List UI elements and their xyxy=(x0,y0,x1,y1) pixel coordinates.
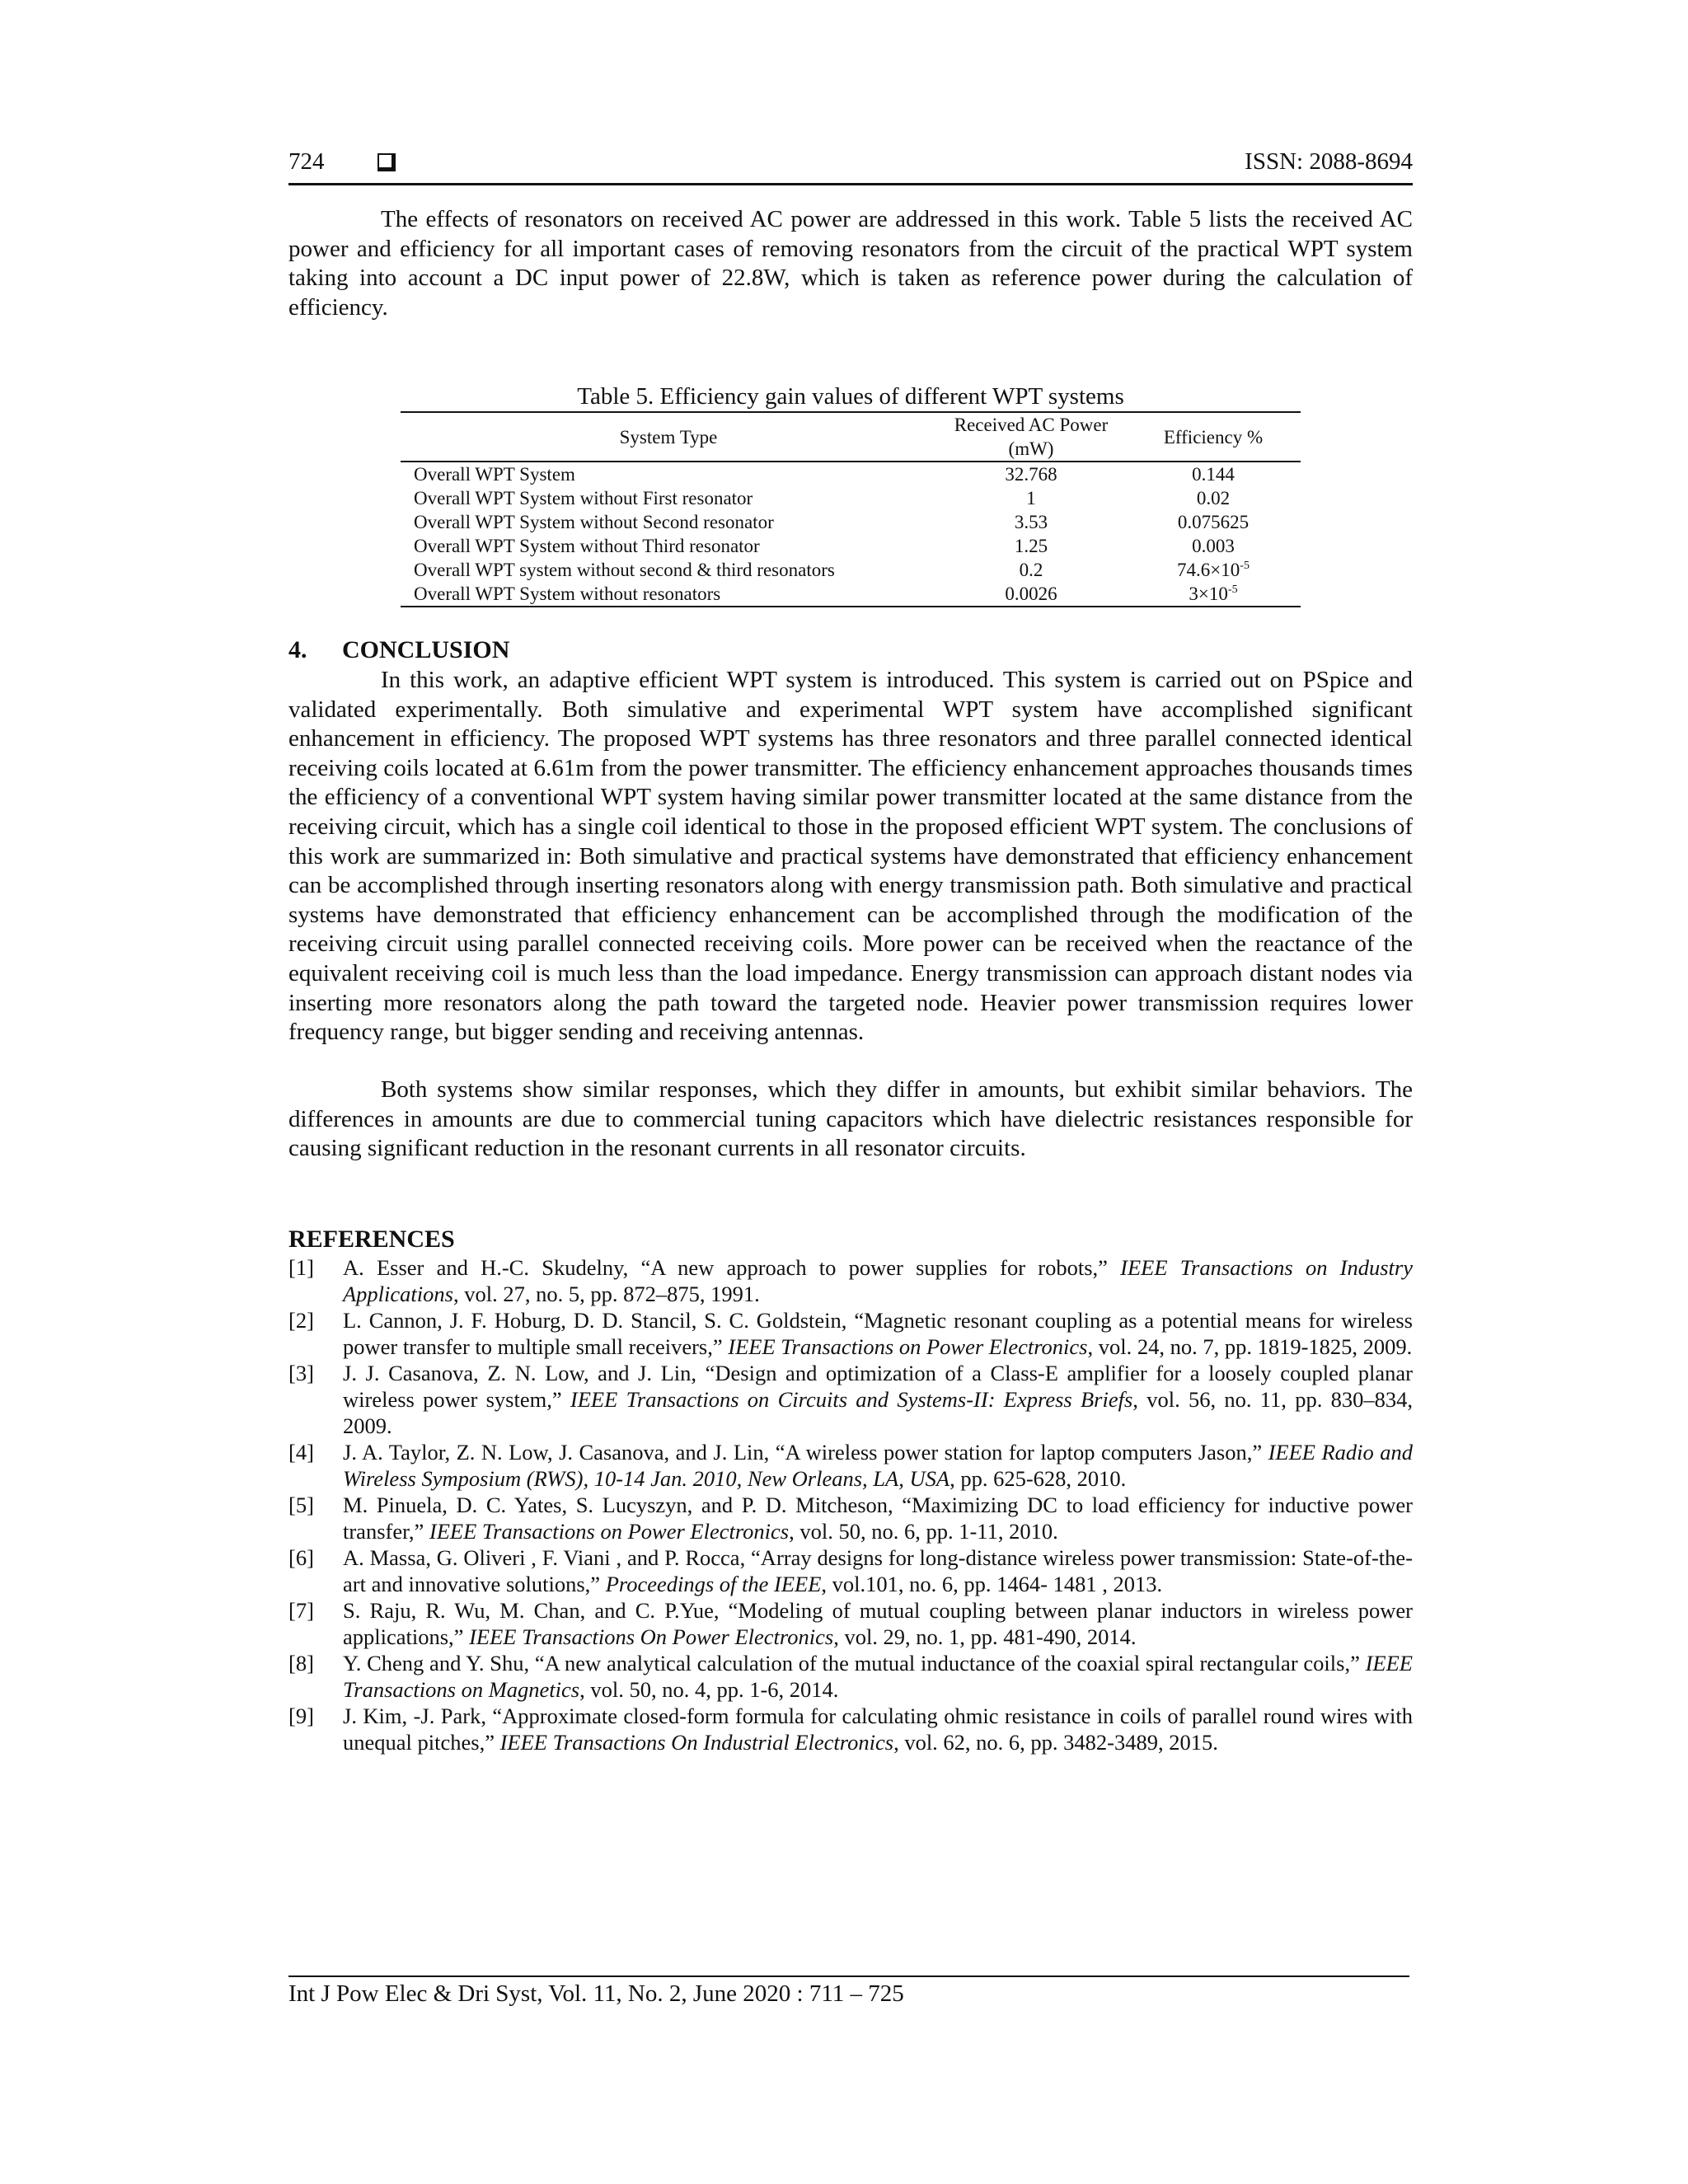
cell-efficiency xyxy=(1126,510,1301,534)
cell-efficiency xyxy=(1126,462,1301,486)
reference-details: , vol. 50, no. 4, pp. 1-6, 2014. xyxy=(579,1677,839,1702)
running-footer: Int J Pow Elec & Dri Syst, Vol. 11, No. 2, June 2020 : 711 – 725 xyxy=(288,1975,1409,2008)
references-heading: REFERENCES xyxy=(288,1226,455,1253)
reference-details: , vol. 29, no. 1, pp. 481-490, 2014. xyxy=(833,1624,1137,1649)
table-row xyxy=(401,486,1301,510)
reference-number: [4] xyxy=(288,1440,314,1465)
page-number: 724 xyxy=(288,148,325,175)
square-glyph-icon xyxy=(377,153,396,171)
reference-venue: IEEE Radio and Wireless Symposium (RWS), 10-14 Jan. 2010, New Orleans, LA, USA xyxy=(343,1440,1413,1491)
column-header-system: System Type xyxy=(401,412,936,462)
table-row xyxy=(401,462,1301,486)
cell-received-power: 3.53 xyxy=(1014,512,1048,532)
cell-system-type: Overall WPT System without resonators xyxy=(401,582,936,607)
reference-venue: IEEE Transactions On Industrial Electronics xyxy=(499,1730,894,1755)
reference-item xyxy=(288,1650,1413,1703)
efficiency-value: 0.144 xyxy=(1192,464,1235,485)
reference-number: [9] xyxy=(288,1704,314,1728)
issn-label: ISSN: 2088-8694 xyxy=(1245,148,1413,175)
table-row xyxy=(401,582,1301,607)
efficiency-value: 0.003 xyxy=(1192,536,1235,556)
reference-venue: IEEE Transactions on Magnetics xyxy=(343,1651,1413,1702)
reference-details: , vol.101, no. 6, pp. 1464- 1481 , 2013. xyxy=(821,1572,1163,1596)
section-number: 4. xyxy=(288,636,307,663)
efficiency-exponent: -5 xyxy=(1240,560,1250,572)
efficiency-value: 0.02 xyxy=(1196,488,1231,509)
column-header-power: Received AC Power (mW) xyxy=(936,412,1126,462)
reference-item xyxy=(288,1492,1413,1544)
reference-authors-title: A. Massa, G. Oliveri , F. Viani , and P. Rocca, “Array designs for long-distance wireless power transmission: State-of-the-art and innovative solutions,” xyxy=(343,1545,1413,1596)
reference-item xyxy=(288,1307,1413,1360)
reference-authors-title: J. Kim, -J. Park, “Approximate closed-form formula for calculating ohmic resistance in coils of parallel round wires with unequal pitches,” xyxy=(343,1704,1413,1755)
reference-authors-title: A. Esser and H.-C. Skudelny, “A new approach to power supplies for robots,” xyxy=(343,1255,1121,1280)
conclusion-heading xyxy=(288,636,509,664)
reference-number: [2] xyxy=(288,1308,314,1333)
cell-system-type: Overall WPT System without Third resonator xyxy=(414,536,760,556)
intro-paragraph: The effects of resonators on received AC power are addressed in this work. Table 5 lists the received AC power and efficiency for all important cases of removing resonators from the circuit of the practical WPT system taking into account a DC input power of 22.8W, which is taken as reference power during the calculation of efficiency. xyxy=(288,206,1413,321)
reference-number: [3] xyxy=(288,1361,314,1385)
cell-received-power: 1.25 xyxy=(1014,536,1048,556)
reference-item xyxy=(288,1439,1413,1492)
reference-details: , vol. 56, no. 11, pp. 830–834, 2009. xyxy=(343,1387,1413,1438)
reference-details: , vol. 62, no. 6, pp. 3482-3489, 2015. xyxy=(893,1730,1218,1755)
reference-authors-title: J. A. Taylor, Z. N. Low, J. Casanova, and J. Lin, “A wireless power station for laptop computers Jason,” xyxy=(343,1440,1268,1465)
table-row xyxy=(401,558,1301,582)
reference-venue: IEEE Transactions on Power Electronics xyxy=(429,1519,790,1544)
reference-item xyxy=(288,1597,1413,1650)
reference-details: , vol. 24, no. 7, pp. 1819-1825, 2009. xyxy=(1087,1334,1413,1359)
reference-venue: IEEE Transactions on Circuits and Systems-II: Express Briefs xyxy=(570,1387,1133,1412)
cell-received-power: 1 xyxy=(1026,488,1036,509)
reference-details: , pp. 625-628, 2010. xyxy=(950,1466,1127,1491)
cell-system-type: Overall WPT System without Second resonator xyxy=(414,512,774,532)
reference-authors-title: J. J. Casanova, Z. N. Low, and J. Lin, “Design and optimization of a Class-E amplifier for a loosely coupled planar wireless power system,” xyxy=(343,1361,1413,1412)
reference-venue: IEEE Transactions On Power Electronics xyxy=(469,1624,834,1649)
efficiency-exponent: -5 xyxy=(1227,583,1238,596)
reference-authors-title: Y. Cheng and Y. Shu, “A new analytical calculation of the mutual inductance of the coaxial spiral rectangular coils,” xyxy=(343,1651,1366,1675)
efficiency-value: 0.075625 xyxy=(1177,512,1250,532)
cell-received-power: 0.0026 xyxy=(936,582,1126,607)
reference-number: [1] xyxy=(288,1255,314,1280)
reference-venue: IEEE Transactions on Industry Applications xyxy=(343,1255,1413,1306)
reference-venue: Proceedings of the IEEE xyxy=(605,1572,822,1596)
cell-efficiency xyxy=(1126,582,1301,607)
reference-item xyxy=(288,1544,1413,1597)
reference-number: [5] xyxy=(288,1493,314,1517)
reference-authors-title: L. Cannon, J. F. Hoburg, D. D. Stancil, S. C. Goldstein, “Magnetic resonant coupling as a potential means for wireless power transfer to multiple small receivers,” xyxy=(343,1308,1413,1359)
reference-number: [6] xyxy=(288,1545,314,1570)
cell-received-power: 32.768 xyxy=(1005,464,1057,485)
reference-list xyxy=(288,1254,1413,1755)
reference-number: [8] xyxy=(288,1651,314,1675)
reference-item xyxy=(288,1360,1413,1439)
reference-item xyxy=(288,1254,1413,1307)
reference-venue: IEEE Transactions on Power Electronics xyxy=(728,1334,1088,1359)
reference-authors-title: M. Pinuela, D. C. Yates, S. Lucyszyn, and P. D. Mitcheson, “Maximizing DC to load efficiency for inductive power transfer,” xyxy=(343,1493,1413,1544)
conclusion-paragraph-2: Both systems show similar responses, which they differ in amounts, but exhibit similar behaviors. The differences in amounts are due to commercial tuning capacitors which have dielectric resistances responsible for causing significant reduction in the resonant currents in all resonator circuits. xyxy=(288,1076,1413,1162)
cell-system-type: Overall WPT System xyxy=(414,464,575,485)
reference-number: [7] xyxy=(288,1598,314,1623)
conclusion-paragraph-1: In this work, an adaptive efficient WPT system is introduced. This system is carried out on PSpice and validated experimentally. Both simulative and experimental WPT system have accomplished significant enhancement in efficiency. The proposed WPT systems has three resonators and three parallel connected identical receiving coils located at 6.61m from the power transmitter. The efficiency enhancement approaches thousands times the efficiency of a conventional WPT system having similar power transmitter located at the same distance from the receiving circuit, which has a single coil identical to those in the proposed efficient WPT system. The conclusions of this work are summarized in: Both simulative and practical systems have demonstrated that efficiency enhancement can be accomplished through inserting resonators along with energy transmission path. Both simulative and practical systems have demonstrated that efficiency enhancement can be accomplished through the modification of the receiving circuit using parallel connected receiving coils. More power can be received when the reactance of the equivalent receiving coil is much less than the load impedance. Energy transmission can approach distant nodes via inserting more resonators along the path toward the targeted node. Heavier power transmission requires lower frequency range, but bigger sending and receiving antennas. xyxy=(288,667,1413,1046)
efficiency-value: 3×10 xyxy=(1189,583,1228,604)
column-header-efficiency: Efficiency % xyxy=(1126,412,1301,462)
cell-efficiency xyxy=(1126,534,1301,558)
reference-item xyxy=(288,1703,1413,1755)
reference-authors-title: S. Raju, R. Wu, M. Chan, and C. P.Yue, “Modeling of mutual coupling between planar inductors in wireless power applications,” xyxy=(343,1598,1413,1649)
cell-system-type: Overall WPT System without First resonator xyxy=(414,488,753,509)
running-header xyxy=(288,145,1413,185)
cell-received-power: 0.2 xyxy=(1019,560,1043,580)
cell-system-type: Overall WPT system without second & third resonators xyxy=(414,560,835,580)
table-row xyxy=(401,510,1301,534)
reference-details: , vol. 50, no. 6, pp. 1-11, 2010. xyxy=(789,1519,1058,1544)
cell-efficiency xyxy=(1126,558,1301,582)
reference-details: , vol. 27, no. 5, pp. 872–875, 1991. xyxy=(452,1282,760,1306)
cell-efficiency xyxy=(1126,486,1301,510)
table-header-row xyxy=(401,412,1301,462)
table-row xyxy=(401,534,1301,558)
table-caption: Table 5. Efficiency gain values of different WPT systems xyxy=(577,383,1124,410)
efficiency-table xyxy=(401,411,1301,607)
section-title: CONCLUSION xyxy=(342,636,510,663)
efficiency-value: 74.6×10 xyxy=(1177,560,1240,580)
